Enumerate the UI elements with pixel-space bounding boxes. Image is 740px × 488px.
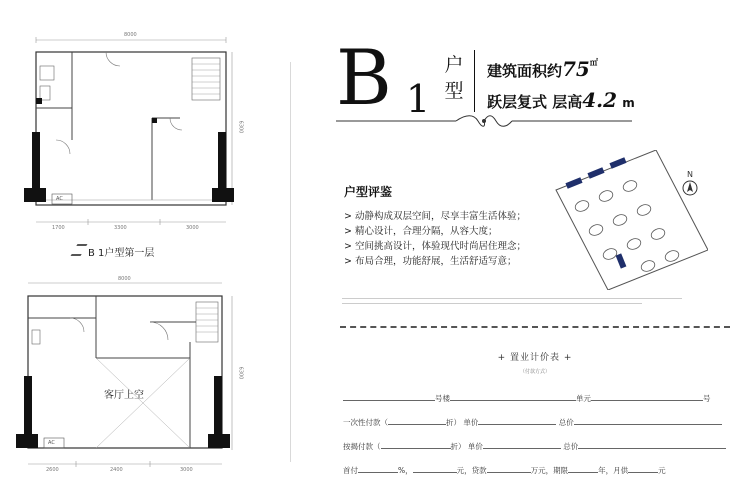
- pricing-row-down-payment: 首付 %， 元，贷款 万元，期限 年，月供 元: [343, 466, 666, 475]
- list-item: > 空间挑高设计，体验现代时尚居住理念；: [344, 241, 526, 252]
- input-mortgage-total[interactable]: [578, 440, 726, 449]
- dim-label: 2600: [46, 467, 59, 473]
- ac-label: AC: [48, 440, 55, 446]
- unit-letter: B: [336, 33, 390, 122]
- dim-label: 2400: [110, 467, 123, 473]
- dim-label: 3000: [180, 467, 193, 473]
- column: [212, 188, 234, 202]
- input-full-discount[interactable]: [388, 416, 446, 425]
- floor-plan-level-1: [36, 37, 232, 225]
- pricing-row-building: 号楼 单元 号: [343, 392, 711, 404]
- ornament-divider: [336, 114, 632, 128]
- dim-label: 8000: [118, 276, 131, 282]
- ac-label: AC: [56, 196, 63, 202]
- input-unit[interactable]: [450, 392, 576, 401]
- floor1-caption: B 1户型第一层: [74, 244, 154, 259]
- list-item: > 布局合理，功能舒展，生活舒适写意；: [344, 256, 517, 267]
- column: [36, 98, 42, 104]
- unit-type-label: 户 型: [444, 54, 464, 102]
- column: [16, 434, 38, 448]
- input-full-total[interactable]: [574, 416, 722, 425]
- divider: [290, 62, 291, 462]
- room-label-living-void: 客厅上空: [104, 390, 144, 401]
- dim-label: 8000: [124, 32, 137, 38]
- list-item: > 精心设计，合理分隔，从容大度；: [344, 226, 498, 237]
- list-item: > 动静构成双层空间，尽享丰富生活体验；: [344, 211, 526, 222]
- input-room[interactable]: [591, 392, 703, 401]
- header-divider: [474, 50, 475, 112]
- column: [208, 434, 230, 448]
- logo-mark-icon: [71, 244, 88, 256]
- unit-digit: 1: [406, 77, 431, 121]
- pricing-row-full-payment: 一次性付款（ 折） 单价 总价: [343, 416, 722, 428]
- input-mortgage-discount[interactable]: [381, 440, 451, 449]
- input-mortgage-unit-price[interactable]: [483, 440, 561, 449]
- compass-label: N: [687, 170, 693, 179]
- dim-label: 3300: [114, 225, 127, 231]
- pricing-title: + 置业计价表 +: [497, 353, 573, 363]
- pricing-row-mortgage: 按揭付款（ 折） 单价 总价: [343, 440, 726, 452]
- height-spec: 跃层复式 层高4.2 m: [487, 88, 635, 112]
- input-building[interactable]: [343, 392, 435, 401]
- evaluation-list: [344, 209, 526, 269]
- pricing-subtitle: （付款方式）: [519, 369, 550, 375]
- dim-label: 3000: [186, 225, 199, 231]
- input-down-amount[interactable]: [413, 464, 457, 473]
- input-down-pct[interactable]: [358, 464, 398, 473]
- dim-label: 6300: [237, 366, 244, 380]
- dim-label: 1700: [52, 225, 65, 231]
- dashed-divider: [340, 326, 730, 328]
- floor-plan-level-2: [28, 283, 232, 467]
- column: [152, 118, 157, 123]
- area-spec: 建筑面积约75㎡: [487, 57, 598, 81]
- fine-print: [342, 298, 702, 308]
- site-plan: [548, 150, 708, 290]
- input-term[interactable]: [568, 464, 598, 473]
- dim-label: 6300: [237, 120, 244, 134]
- evaluation-title: 户型评鉴: [344, 185, 393, 199]
- column: [24, 188, 46, 202]
- input-monthly[interactable]: [628, 464, 658, 473]
- input-full-unit-price[interactable]: [478, 416, 556, 425]
- input-loan[interactable]: [487, 464, 531, 473]
